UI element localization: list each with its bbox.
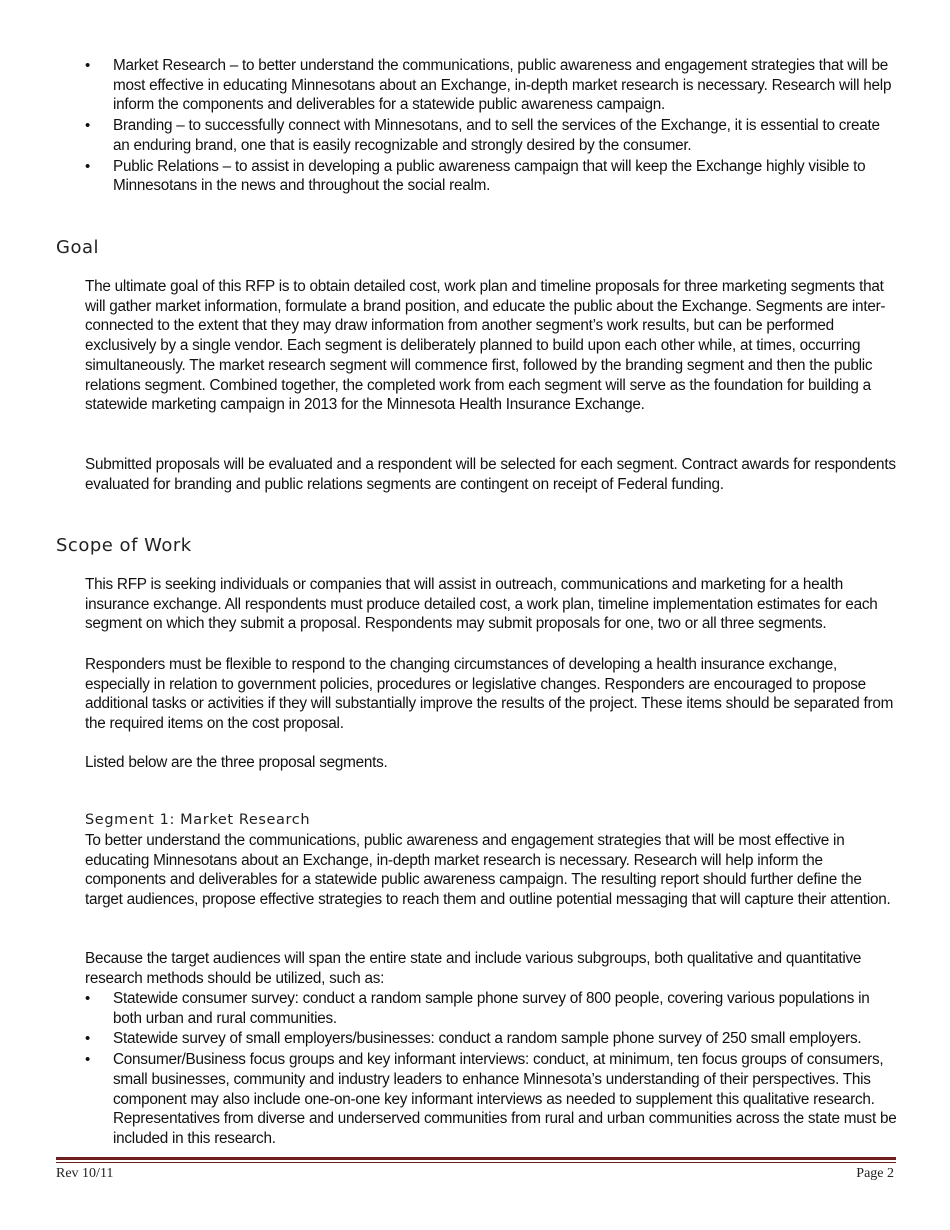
page-number: Page 2 — [856, 1166, 894, 1181]
list-item: • Branding – to successfully connect with Minnesotans, and to sell the services of the Exchange, it is essential to create an enduring brand, one that is easily recognizable and strongly desired by the consumer. — [85, 116, 897, 155]
segment1-heading: Segment 1: Market Research — [85, 812, 311, 828]
list-item: • Statewide consumer survey: conduct a random sample phone survey of 800 people, covering various populations in both urban and rural communities. — [85, 989, 897, 1028]
segment1-paragraph-1: To better understand the communications, public awareness and engagement strategies that will be most effective in educating Minnesotans about an Exchange, in-depth market research is necessary. Research will help inform the components and deliverables for a statewide public awareness campaign. The resulting report should further define the target audiences, propose effective strategies to reach them and outline potential messaging that will capture their attention. — [85, 832, 891, 909]
goal-paragraph-1: The ultimate goal of this RFP is to obtain detailed cost, work plan and timeline proposals for three marketing segments that will gather market information, formulate a brand position, and educate the public about the Exchange. Segments are inter-connected to the extent that they may draw information from another segment’s work results, but can be performed exclusively by a single vendor. Each segment is deliberately planned to build upon each other while, at times, occurring simultaneously. The market research segment will commence first, followed by the branding segment and then the public relations segment. Combined together, the completed work from each segment will serve as the foundation for building a statewide marketing campaign in 2013 for the Minnesota Health Insurance Exchange. — [85, 278, 886, 414]
segment1-paragraph-2: Because the target audiences will span the entire state and include various subgroups, both qualitative and quantitative research methods should be utilized, such as: — [85, 950, 862, 987]
list-item: • Public Relations – to assist in developing a public awareness campaign that will keep the Exchange highly visible to Minnesotans in the news and throughout the social realm. — [85, 157, 897, 196]
scope-paragraph-1: This RFP is seeking individuals or companies that will assist in outreach, communications and marketing for a health insurance exchange. All respondents must produce detailed cost, a work plan, timeline implementation estimates for each segment on which they submit a proposal. Respondents may submit proposals for one, two or all three segments. — [85, 576, 878, 633]
list-item: • Market Research – to better understand the communications, public awareness and engagement strategies that will be most effective in educating Minnesotans about an Exchange, in-depth market research is necessary. Research will help inform the components and deliverables for a statewide public awareness campaign. — [85, 56, 897, 115]
list-item: • Statewide survey of small employers/businesses: conduct a random sample phone survey of 250 small employers. — [85, 1029, 897, 1049]
revision-label: Rev 10/11 — [56, 1166, 114, 1181]
goal-paragraph-2: Submitted proposals will be evaluated and a respondent will be selected for each segment. Contract awards for respondents evaluated for branding and public relations segments are contingent on receipt of Federal funding. — [85, 456, 896, 493]
footer-divider-thin — [56, 1162, 896, 1163]
footer-divider — [56, 1157, 896, 1160]
goal-heading: Goal — [56, 237, 99, 258]
scope-heading: Scope of Work — [56, 535, 192, 556]
segment1-bullet-list — [85, 989, 897, 1150]
scope-paragraph-3: Listed below are the three proposal segments. — [85, 754, 388, 771]
intro-bullet-list — [85, 56, 897, 197]
scope-paragraph-2: Responders must be flexible to respond to the changing circumstances of developing a health insurance exchange, especially in relation to government policies, procedures or legislative changes. Responders are encouraged to propose additional tasks or activities if they will substantially improve the results of the project. These items should be separated from the required items on the cost proposal. — [85, 656, 894, 733]
list-item: • Consumer/Business focus groups and key informant interviews: conduct, at minimum, ten focus groups of consumers, small businesses, community and industry leaders to enhance Minnesota’s understanding of their perspectives. This component may also include one-on-one key informant interviews as needed to supplement this qualitative research. Representatives from diverse and underserved communities from rural and urban communities across the state must be included in this research. — [85, 1050, 897, 1149]
